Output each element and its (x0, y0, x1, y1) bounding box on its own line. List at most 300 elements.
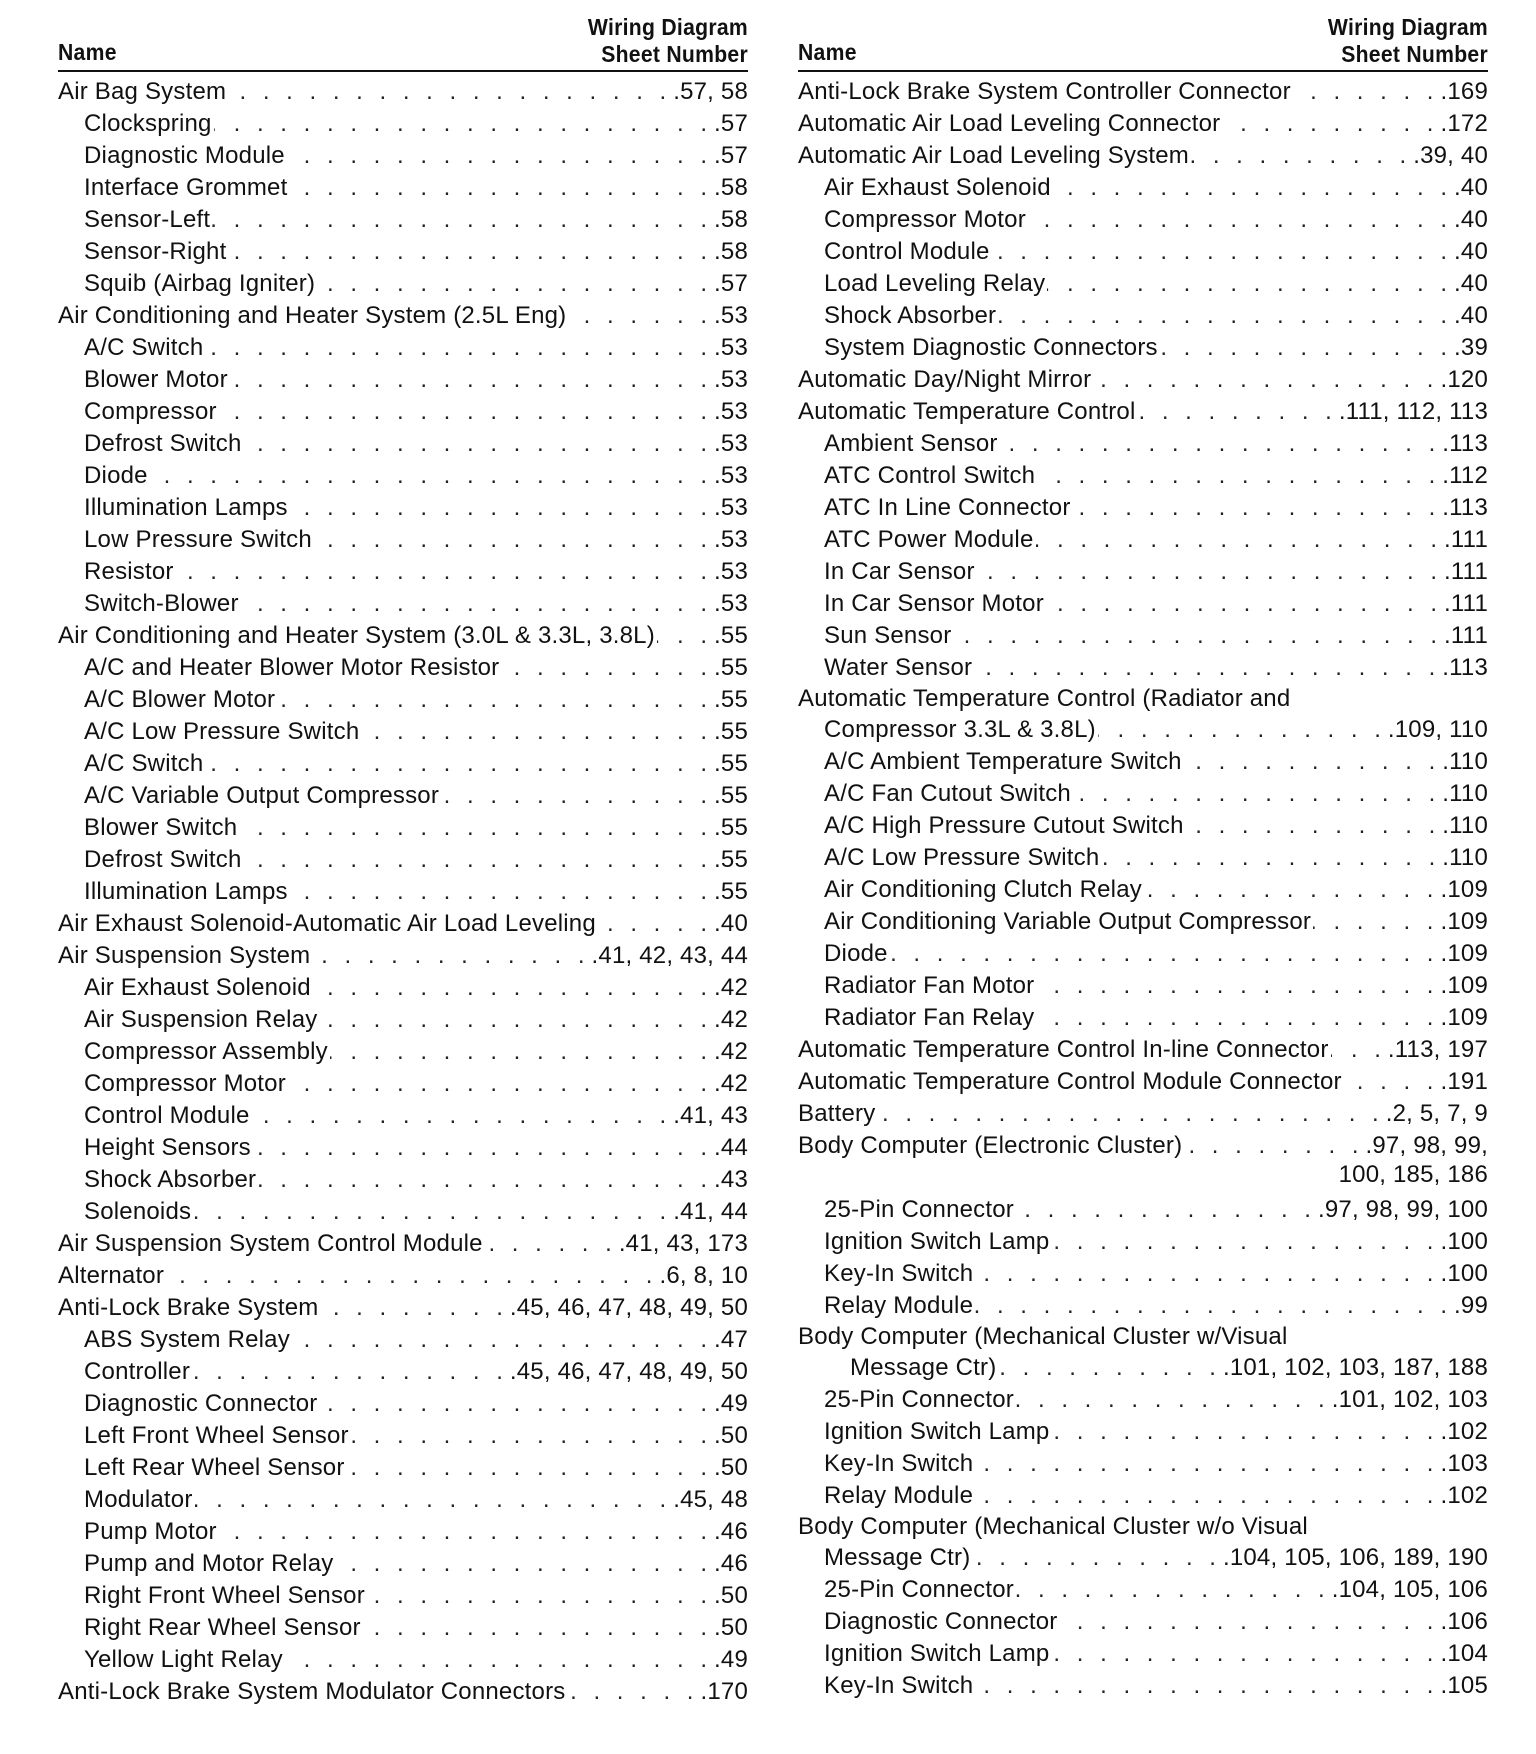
dot-leader (287, 140, 712, 172)
index-entry (798, 428, 1488, 460)
entry-name: In Car Sensor (824, 558, 975, 585)
entry-sheet-number: .53 (714, 494, 748, 521)
sheet-number-heading (1328, 14, 1488, 68)
entry-name: Diode (824, 940, 888, 967)
entry-sheet-number: .50 (714, 1614, 748, 1641)
entry-sheet-number: .53 (714, 558, 748, 585)
entry-name: ATC In Line Connector (824, 494, 1071, 521)
dot-leader (351, 1420, 712, 1452)
entry-name: Air Bag System (58, 78, 227, 105)
entry-sheet-number: .47 (714, 1326, 748, 1353)
entry-name: Air Exhaust Solenoid (824, 174, 1051, 201)
dot-leader (1053, 172, 1452, 204)
entry-sheet-number: .111 (1444, 590, 1488, 617)
entry-sheet-number: .50 (714, 1422, 748, 1449)
entry-sheet-number: .55 (714, 718, 748, 745)
entry-name: Body Computer (Mechanical Cluster w/o Visual (798, 1513, 1308, 1540)
index-entry (58, 236, 748, 268)
entry-name-continued: Message Ctr) (824, 1544, 971, 1571)
entry-name: A/C Switch (84, 334, 204, 361)
dot-leader (277, 684, 712, 716)
entry-sheet-number: .6, 8, 10 (659, 1262, 748, 1289)
entry-sheet-number: .109, 110 (1387, 716, 1488, 743)
dot-leader (252, 1100, 672, 1132)
dot-leader (975, 1290, 1452, 1322)
index-entry (798, 1322, 1488, 1384)
entry-name: Defrost Switch (84, 846, 242, 873)
index-entry (58, 1452, 748, 1484)
entry-name: Key-In Switch (824, 1450, 974, 1477)
index-entry (58, 364, 748, 396)
index-entry (798, 172, 1488, 204)
index-entry (58, 140, 748, 172)
dot-leader (195, 1484, 672, 1516)
name-heading: Name (58, 39, 117, 65)
index-entry (58, 1356, 748, 1388)
dot-leader (319, 1388, 712, 1420)
entry-name: Compressor (84, 398, 217, 425)
dot-leader (975, 1670, 1438, 1702)
dot-leader (657, 620, 712, 652)
entry-sheet-number: .99 (1454, 1292, 1488, 1319)
entry-sheet-number: .53 (714, 366, 748, 393)
entry-sheet-number: .42 (714, 1006, 748, 1033)
entry-sheet-number: .109 (1440, 876, 1488, 903)
dot-leader (1016, 1384, 1330, 1416)
index-entry (58, 1228, 748, 1260)
dot-leader (258, 1164, 712, 1196)
entry-sheet-number: .41, 44 (673, 1198, 748, 1225)
index-entry (798, 1512, 1488, 1574)
index-entry (798, 906, 1488, 938)
entry-sheet-number: .45, 46, 47, 48, 49, 50 (509, 1358, 748, 1385)
entry-sheet-number: .111, 112, 113 (1338, 398, 1488, 425)
index-entry (798, 746, 1488, 778)
entry-sheet-number: .50 (714, 1582, 748, 1609)
index-entry (798, 1130, 1488, 1194)
entry-name: Alternator (58, 1262, 165, 1289)
entry-name: Ambient Sensor (824, 430, 998, 457)
sheet-number-heading (588, 14, 748, 68)
index-entry (58, 332, 748, 364)
dot-leader (361, 716, 712, 748)
entry-sheet-number: .103 (1440, 1450, 1488, 1477)
entry-name: 25-Pin Connector (824, 1576, 1014, 1603)
dot-leader (975, 1258, 1438, 1290)
dot-leader (1059, 1606, 1438, 1638)
index-entry (798, 652, 1488, 684)
entry-name: Automatic Temperature Control Module Connector (798, 1068, 1342, 1095)
entry-sheet-number: .57, 58 (673, 78, 748, 105)
sheet-heading-line2: Sheet Number (601, 41, 748, 67)
dot-leader (568, 300, 712, 332)
dot-leader (1036, 1002, 1438, 1034)
index-entry (798, 556, 1488, 588)
index-entry (58, 684, 748, 716)
entry-name: Control Module (84, 1102, 250, 1129)
index-entry (798, 588, 1488, 620)
index-entry (798, 1574, 1488, 1606)
entry-name: ATC Control Switch (824, 462, 1036, 489)
entry-sheet-number: .120 (1440, 366, 1488, 393)
dot-leader (1313, 906, 1438, 938)
dot-leader (1331, 1034, 1386, 1066)
entry-name: Automatic Day/Night Mirror (798, 366, 1092, 393)
entry-sheet-number: .101, 102, 103 (1331, 1386, 1488, 1413)
sheet-heading-line2: Sheet Number (1341, 41, 1488, 67)
entry-name: Interface Grommet (84, 174, 288, 201)
entry-sheet-number: .58 (714, 174, 748, 201)
index-entry (798, 1606, 1488, 1638)
dot-leader (1098, 714, 1386, 746)
entry-name: In Car Sensor Motor (824, 590, 1044, 617)
dot-leader (975, 1480, 1438, 1512)
entry-name: Height Sensors (84, 1134, 251, 1161)
dot-leader (1138, 396, 1337, 428)
entry-name: Air Exhaust Solenoid-Automatic Air Load Leveling (58, 910, 596, 937)
entry-sheet-number: .58 (714, 238, 748, 265)
entry-sheet-number: .110 (1442, 748, 1488, 775)
entry-name: Air Suspension Relay (84, 1006, 318, 1033)
index-entry (798, 1002, 1488, 1034)
dot-leader (1051, 1416, 1438, 1448)
entry-sheet-number-continued: 100, 185, 186 (1338, 1161, 1488, 1188)
entry-sheet-number: .102 (1440, 1482, 1488, 1509)
entry-name: Automatic Temperature Control (Radiator and (798, 685, 1291, 712)
dot-leader (501, 652, 712, 684)
index-entry (798, 108, 1488, 140)
dot-leader (1293, 76, 1439, 108)
dot-leader (974, 652, 1440, 684)
dot-leader (1101, 842, 1440, 874)
entry-name: Pump and Motor Relay (84, 1550, 334, 1577)
index-entry (798, 684, 1488, 746)
entry-name: Controller (84, 1358, 191, 1385)
entry-sheet-number: .106 (1440, 1608, 1488, 1635)
index-entry (798, 1670, 1488, 1702)
entry-name: Automatic Air Load Leveling Connector (798, 110, 1221, 137)
index-entry (58, 1388, 748, 1420)
entry-sheet-number: .191 (1440, 1068, 1488, 1095)
dot-leader (244, 428, 713, 460)
sheet-heading-line1: Wiring Diagram (587, 14, 748, 40)
dot-leader (890, 938, 1439, 970)
dot-leader (290, 876, 712, 908)
dot-leader (1016, 1574, 1330, 1606)
entry-sheet-number: .50 (714, 1454, 748, 1481)
entry-sheet-number: .39, 40 (1413, 142, 1488, 169)
entry-sheet-number: .46 (714, 1518, 748, 1545)
dot-leader (877, 1098, 1383, 1130)
entry-sheet-number: .110 (1442, 812, 1488, 839)
dot-leader (193, 1196, 671, 1228)
dot-leader (977, 556, 1442, 588)
index-entry (798, 1034, 1488, 1066)
entry-name: Left Rear Wheel Sensor (84, 1454, 345, 1481)
dot-leader (192, 1356, 508, 1388)
entry-sheet-number: .55 (714, 782, 748, 809)
index-entry (58, 1676, 748, 1708)
entry-sheet-number: .105 (1440, 1672, 1488, 1699)
entry-sheet-number: .40 (714, 910, 748, 937)
index-entry (58, 1420, 748, 1452)
entry-sheet-number: .102 (1440, 1418, 1488, 1445)
dot-leader (1191, 140, 1411, 172)
entry-sheet-number: .43 (714, 1166, 748, 1193)
dot-leader (1051, 1638, 1438, 1670)
entry-name: Anti-Lock Brake System Modulator Connectors (58, 1678, 566, 1705)
entry-name: System Diagnostic Connectors (824, 334, 1158, 361)
entry-sheet-number: .55 (714, 654, 748, 681)
entry-name: Solenoids (84, 1198, 192, 1225)
dot-leader (253, 1132, 712, 1164)
entry-sheet-number: .111 (1444, 558, 1488, 585)
entry-name: Defrost Switch (84, 430, 242, 457)
entry-sheet-number: .49 (714, 1646, 748, 1673)
entry-name: Air Suspension System Control Module (58, 1230, 483, 1257)
entry-sheet-number: .40 (1454, 206, 1488, 233)
entry-sheet-number: .55 (714, 686, 748, 713)
entry-sheet-number: .110 (1442, 780, 1488, 807)
dot-leader (1036, 970, 1438, 1002)
entry-sheet-number: .172 (1440, 110, 1488, 137)
entry-name-continued: Message Ctr) (850, 1354, 997, 1381)
dot-leader (567, 1676, 698, 1708)
dot-leader (441, 780, 712, 812)
entry-name: Squib (Airbag Igniter) (84, 270, 316, 297)
entry-name: Sun Sensor (824, 622, 952, 649)
entry-name: Air Exhaust Solenoid (84, 974, 311, 1001)
index-entry (798, 364, 1488, 396)
entry-name: A/C Blower Motor (84, 686, 276, 713)
index-entry (58, 1548, 748, 1580)
entry-name: Relay Module (824, 1292, 974, 1319)
entry-sheet-number: .53 (714, 526, 748, 553)
index-entry (798, 874, 1488, 906)
entry-sheet-number: .41, 42, 43, 44 (591, 942, 748, 969)
entry-sheet-number: .57 (714, 142, 748, 169)
entry-name: Illumination Lamps (84, 494, 288, 521)
entry-name: Left Front Wheel Sensor (84, 1422, 349, 1449)
entry-name: Sensor-Right (84, 238, 227, 265)
dot-leader (1046, 588, 1442, 620)
index-entry (58, 172, 748, 204)
entry-sheet-number: .97, 98, 99, (1365, 1132, 1488, 1159)
entry-name: Air Conditioning and Heater System (3.0L & 3.3L, 3.8L) (58, 622, 655, 649)
index-entry (798, 1638, 1488, 1670)
index-entry (798, 1258, 1488, 1290)
index-entry (58, 1196, 748, 1228)
entry-name: Diagnostic Module (84, 142, 285, 169)
entry-name: Diagnostic Connector (84, 1390, 318, 1417)
column-header (58, 8, 748, 72)
entry-sheet-number: .111 (1444, 526, 1488, 553)
dot-leader (485, 1228, 617, 1260)
index-entry (58, 1068, 748, 1100)
dot-leader (212, 204, 712, 236)
entry-name: Yellow Light Relay (84, 1646, 283, 1673)
entry-name: A/C and Heater Blower Motor Resistor (84, 654, 500, 681)
entry-sheet-number: .104, 105, 106, 189, 190 (1222, 1544, 1488, 1571)
entry-name: Anti-Lock Brake System (58, 1294, 319, 1321)
entry-sheet-number: .97, 98, 99, 100 (1317, 1196, 1488, 1223)
dot-leader (292, 1324, 712, 1356)
dot-leader (313, 972, 712, 1004)
index-entry (58, 716, 748, 748)
entry-name: Right Rear Wheel Sensor (84, 1614, 361, 1641)
index-entry (798, 1480, 1488, 1512)
entry-name: Key-In Switch (824, 1672, 974, 1699)
index-entry (58, 1324, 748, 1356)
index-entry (58, 844, 748, 876)
entry-name: Diode (84, 462, 148, 489)
index-entry (58, 876, 748, 908)
index-entry (798, 1194, 1488, 1226)
entry-sheet-number: .53 (714, 430, 748, 457)
entry-name: Switch-Blower (84, 590, 239, 617)
index-entry (798, 1384, 1488, 1416)
column-header (798, 8, 1488, 72)
dot-leader (1160, 332, 1452, 364)
entry-name: Water Sensor (824, 654, 973, 681)
entry-sheet-number: .100 (1440, 1228, 1488, 1255)
entry-name: Illumination Lamps (84, 878, 288, 905)
index-entry (58, 76, 748, 108)
dot-leader (176, 556, 712, 588)
index-entry (58, 492, 748, 524)
index-entry (798, 938, 1488, 970)
dot-leader (290, 492, 712, 524)
dot-leader (1051, 1226, 1438, 1258)
index-entry (798, 524, 1488, 556)
entry-name: 25-Pin Connector (824, 1196, 1014, 1223)
entry-list (798, 76, 1488, 1702)
index-entry (58, 556, 748, 588)
name-heading: Name (798, 39, 857, 65)
index-column-right (798, 8, 1488, 1702)
entry-sheet-number: .170 (700, 1678, 748, 1705)
entry-name: Ignition Switch Lamp (824, 1640, 1050, 1667)
entry-name: Automatic Temperature Control (798, 398, 1136, 425)
entry-sheet-number: .46 (714, 1550, 748, 1577)
index-entry (58, 1004, 748, 1036)
index-entry (58, 300, 748, 332)
index-entry (58, 524, 748, 556)
entry-sheet-number: .53 (714, 398, 748, 425)
dot-leader (166, 1260, 657, 1292)
entry-name: Right Front Wheel Sensor (84, 1582, 365, 1609)
index-entry (798, 842, 1488, 874)
entry-name: ABS System Relay (84, 1326, 290, 1353)
entry-name: Radiator Fan Relay (824, 1004, 1035, 1031)
index-entry (798, 1448, 1488, 1480)
index-entry (58, 812, 748, 844)
dot-leader (317, 268, 712, 300)
entry-name: Battery (798, 1100, 876, 1127)
entry-name: Body Computer (Mechanical Cluster w/Visual (798, 1323, 1288, 1350)
dot-leader (1344, 1066, 1439, 1098)
dot-leader (1000, 428, 1441, 460)
entry-sheet-number: .101, 102, 103, 187, 188 (1222, 1354, 1488, 1381)
entry-name: Load Leveling Relay (824, 270, 1046, 297)
index-entry (58, 1612, 748, 1644)
entry-sheet-number: .58 (714, 206, 748, 233)
entry-sheet-number: .42 (714, 1070, 748, 1097)
entry-sheet-number: .53 (714, 334, 748, 361)
entry-name: A/C Fan Cutout Switch (824, 780, 1071, 807)
index-entry (58, 1516, 748, 1548)
entry-name: 25-Pin Connector (824, 1386, 1014, 1413)
index-entry (798, 76, 1488, 108)
dot-leader (1222, 108, 1438, 140)
entry-sheet-number: .55 (714, 622, 748, 649)
entry-name: Shock Absorber (824, 302, 997, 329)
entry-sheet-number: .109 (1440, 972, 1488, 999)
entry-sheet-number: .53 (714, 590, 748, 617)
dot-leader (228, 76, 671, 108)
entry-sheet-number: .113 (1442, 654, 1488, 681)
index-entry (798, 1226, 1488, 1258)
entry-name: Shock Absorber (84, 1166, 257, 1193)
index-entry (58, 972, 748, 1004)
index-entry (58, 1260, 748, 1292)
entry-name: Key-In Switch (824, 1260, 974, 1287)
index-entry (58, 428, 748, 460)
entry-sheet-number: .53 (714, 462, 748, 489)
dot-leader (214, 108, 712, 140)
entry-name: Clockspring (84, 110, 212, 137)
entry-name: Relay Module (824, 1482, 974, 1509)
entry-name: Automatic Air Load Leveling System (798, 142, 1189, 169)
entry-name: A/C Low Pressure Switch (84, 718, 360, 745)
entry-sheet-number: .104 (1440, 1640, 1488, 1667)
entry-sheet-number: .104, 105, 106 (1331, 1576, 1488, 1603)
dot-leader (1016, 1194, 1316, 1226)
entry-sheet-number: .40 (1454, 302, 1488, 329)
entry-name: Air Conditioning Variable Output Compressor (824, 908, 1312, 935)
dot-leader (347, 1452, 713, 1484)
entry-name: Compressor Motor (84, 1070, 286, 1097)
dot-leader (1184, 1130, 1363, 1162)
entry-name: Radiator Fan Motor (824, 972, 1035, 999)
dot-leader (1093, 364, 1438, 396)
dot-leader (285, 1644, 712, 1676)
dot-leader (975, 1448, 1438, 1480)
entry-sheet-number: .109 (1440, 908, 1488, 935)
entry-sheet-number: .111 (1444, 622, 1488, 649)
dot-leader (1037, 460, 1440, 492)
entry-sheet-number: .39 (1454, 334, 1488, 361)
entry-name: A/C Ambient Temperature Switch (824, 748, 1182, 775)
entry-name: Air Conditioning Clutch Relay (824, 876, 1142, 903)
index-entry (58, 1132, 748, 1164)
index-entry (58, 652, 748, 684)
index-entry (798, 300, 1488, 332)
dot-leader (314, 524, 712, 556)
dot-leader (998, 300, 1452, 332)
entry-sheet-number: .55 (714, 846, 748, 873)
entry-name: Low Pressure Switch (84, 526, 312, 553)
dot-leader (321, 1292, 508, 1324)
entry-sheet-number: .49 (714, 1390, 748, 1417)
index-entry (798, 1416, 1488, 1448)
index-entry (798, 778, 1488, 810)
dot-leader (1186, 810, 1441, 842)
entry-sheet-number: .42 (714, 974, 748, 1001)
entry-sheet-number: .42 (714, 1038, 748, 1065)
index-entry (58, 1644, 748, 1676)
index-entry (58, 780, 748, 812)
